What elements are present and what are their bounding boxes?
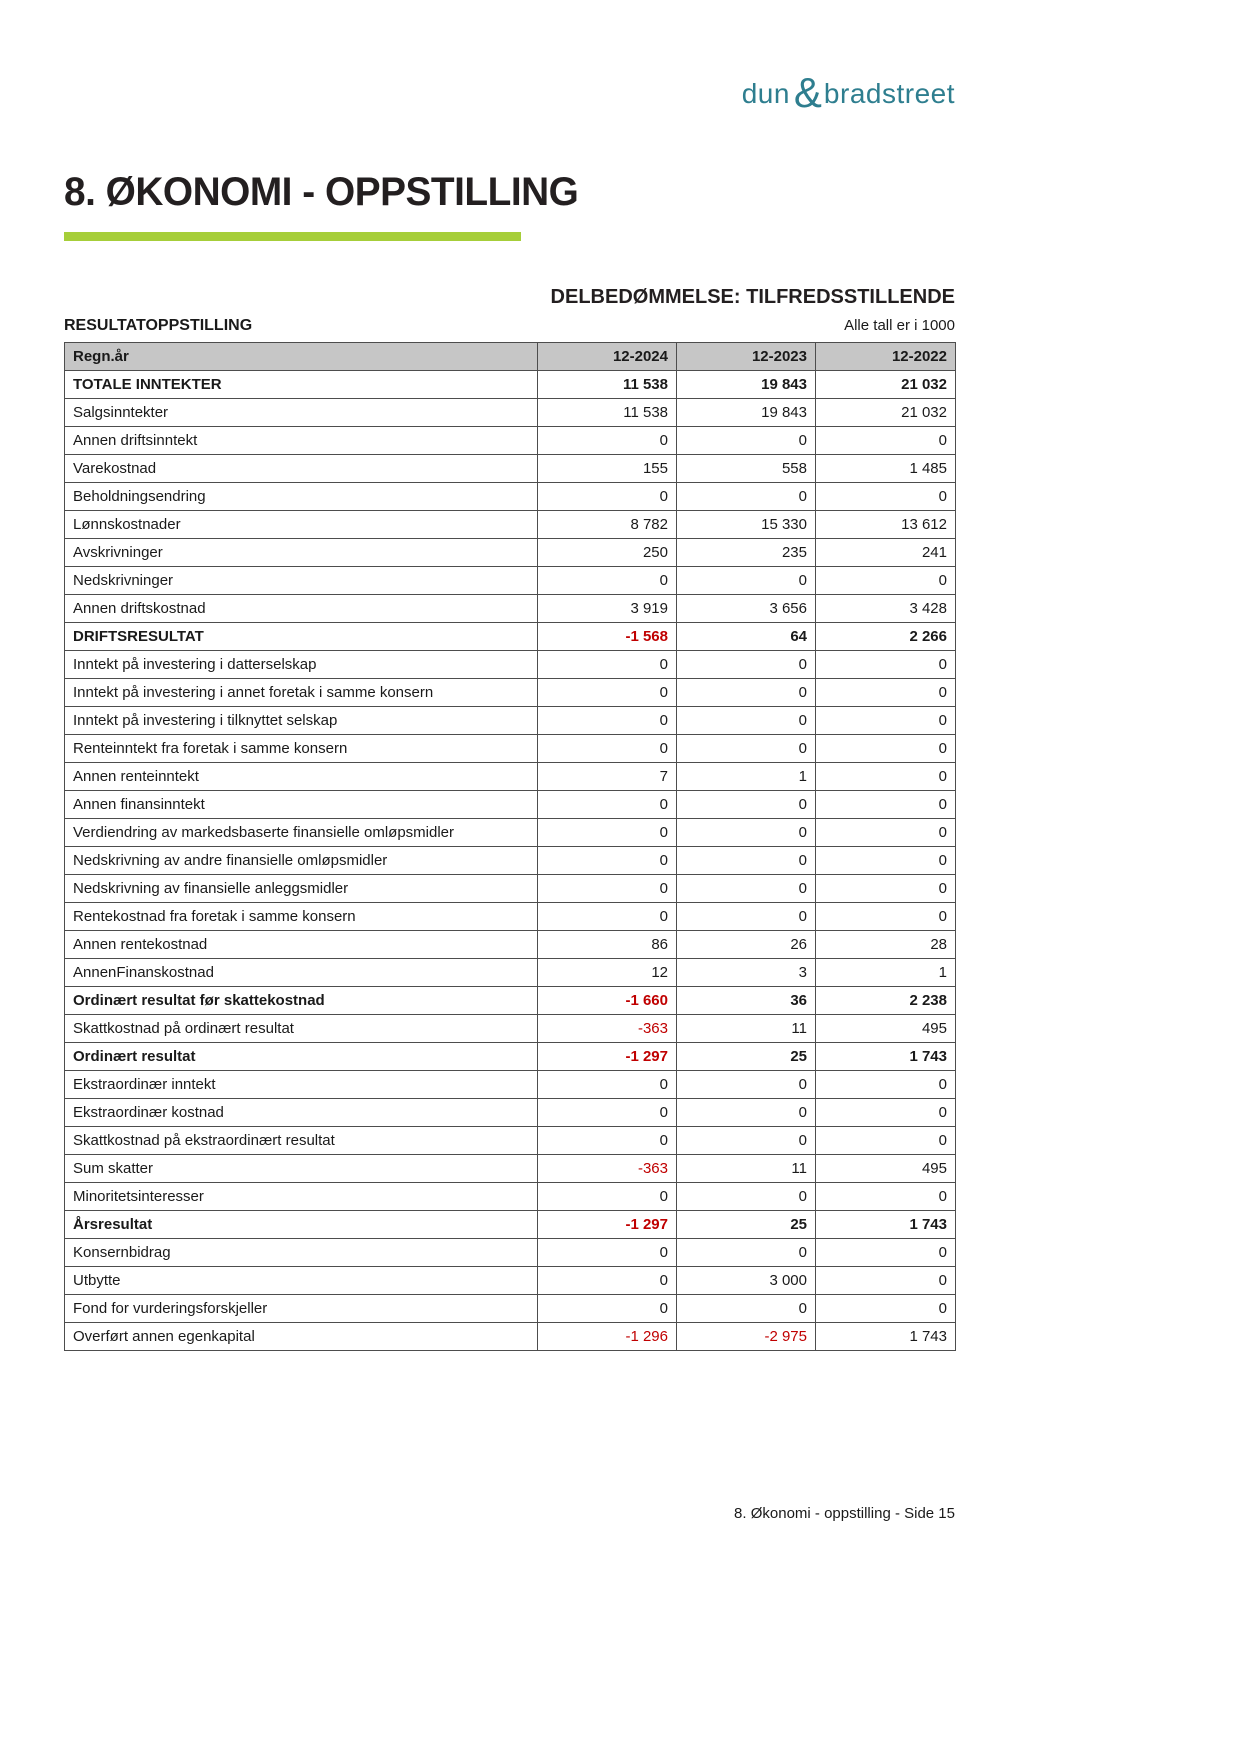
row-value: 0 bbox=[816, 679, 956, 707]
row-value: 0 bbox=[538, 679, 677, 707]
row-label: Annen renteinntekt bbox=[65, 763, 538, 791]
row-value: 0 bbox=[677, 1239, 816, 1267]
table-row bbox=[65, 791, 956, 819]
result-statement-table bbox=[64, 342, 955, 1351]
row-value: -363 bbox=[538, 1015, 677, 1043]
row-label: Varekostnad bbox=[65, 455, 538, 483]
row-value: 0 bbox=[677, 847, 816, 875]
row-value: 495 bbox=[816, 1155, 956, 1183]
row-value: 0 bbox=[538, 707, 677, 735]
row-value: 0 bbox=[816, 1295, 956, 1323]
row-value: 0 bbox=[538, 1239, 677, 1267]
title-underline-bar bbox=[64, 232, 521, 241]
row-label: Skattkostnad på ekstraordinært resultat bbox=[65, 1127, 538, 1155]
row-value: -363 bbox=[538, 1155, 677, 1183]
row-value: 0 bbox=[538, 791, 677, 819]
table-row bbox=[65, 1099, 956, 1127]
table-header-row bbox=[65, 343, 956, 371]
row-label: Verdiendring av markedsbaserte finansielle omløpsmidler bbox=[65, 819, 538, 847]
ampersand-icon: & bbox=[793, 69, 822, 116]
row-value: 0 bbox=[816, 651, 956, 679]
row-label: DRIFTSRESULTAT bbox=[65, 623, 538, 651]
table-row bbox=[65, 567, 956, 595]
row-value: 0 bbox=[538, 819, 677, 847]
row-label: Avskrivninger bbox=[65, 539, 538, 567]
table-row bbox=[65, 1239, 956, 1267]
row-value: 0 bbox=[538, 483, 677, 511]
row-label: Annen finansinntekt bbox=[65, 791, 538, 819]
table-row bbox=[65, 1155, 956, 1183]
table-row bbox=[65, 371, 956, 399]
table-row bbox=[65, 763, 956, 791]
table-row bbox=[65, 1071, 956, 1099]
units-note: Alle tall er i 1000 bbox=[844, 317, 955, 334]
assessment-heading: DELBEDØMMELSE: TILFREDSSTILLENDE bbox=[550, 286, 955, 308]
row-label: Ekstraordinær inntekt bbox=[65, 1071, 538, 1099]
table-row bbox=[65, 1127, 956, 1155]
row-value: 0 bbox=[816, 791, 956, 819]
row-value: 0 bbox=[538, 847, 677, 875]
table-row bbox=[65, 539, 956, 567]
table-row bbox=[65, 959, 956, 987]
row-value: 0 bbox=[538, 1127, 677, 1155]
table-row bbox=[65, 1043, 956, 1071]
row-value: 0 bbox=[677, 707, 816, 735]
row-label: Renteinntekt fra foretak i samme konsern bbox=[65, 735, 538, 763]
column-header-2023: 12-2023 bbox=[677, 343, 816, 371]
row-value: 7 bbox=[538, 763, 677, 791]
row-value: 64 bbox=[677, 623, 816, 651]
row-value: 241 bbox=[816, 539, 956, 567]
section-header-row bbox=[64, 317, 955, 335]
row-value: 235 bbox=[677, 539, 816, 567]
row-value: 558 bbox=[677, 455, 816, 483]
row-value: 1 743 bbox=[816, 1211, 956, 1239]
row-value: 0 bbox=[677, 903, 816, 931]
table-row bbox=[65, 903, 956, 931]
row-value: 0 bbox=[677, 1099, 816, 1127]
row-value: 1 485 bbox=[816, 455, 956, 483]
row-value: 19 843 bbox=[677, 399, 816, 427]
logo-text-dun: dun bbox=[741, 78, 790, 109]
row-value: 28 bbox=[816, 931, 956, 959]
row-value: 0 bbox=[816, 1071, 956, 1099]
row-value: 0 bbox=[538, 567, 677, 595]
table-row bbox=[65, 819, 956, 847]
table-row bbox=[65, 707, 956, 735]
row-label: Lønnskostnader bbox=[65, 511, 538, 539]
row-label: Inntekt på investering i annet foretak i samme konsern bbox=[65, 679, 538, 707]
row-value: 0 bbox=[677, 679, 816, 707]
column-header-2022: 12-2022 bbox=[816, 343, 956, 371]
table-row bbox=[65, 847, 956, 875]
table-row bbox=[65, 1295, 956, 1323]
row-value: 0 bbox=[816, 735, 956, 763]
row-value: 0 bbox=[538, 1099, 677, 1127]
table-row bbox=[65, 399, 956, 427]
table-row bbox=[65, 455, 956, 483]
column-header-2024: 12-2024 bbox=[538, 343, 677, 371]
row-value: 0 bbox=[816, 763, 956, 791]
table-row bbox=[65, 1211, 956, 1239]
row-value: 11 538 bbox=[538, 399, 677, 427]
row-label: Annen driftskostnad bbox=[65, 595, 538, 623]
row-value: 0 bbox=[816, 1183, 956, 1211]
row-value: 0 bbox=[816, 1239, 956, 1267]
row-value: 21 032 bbox=[816, 399, 956, 427]
row-value: 0 bbox=[538, 875, 677, 903]
row-value: 0 bbox=[816, 707, 956, 735]
row-label: Ekstraordinær kostnad bbox=[65, 1099, 538, 1127]
row-label: Minoritetsinteresser bbox=[65, 1183, 538, 1211]
row-value: 0 bbox=[816, 903, 956, 931]
table-row bbox=[65, 987, 956, 1015]
table-row bbox=[65, 427, 956, 455]
row-label: Nedskrivninger bbox=[65, 567, 538, 595]
row-label: Annen driftsinntekt bbox=[65, 427, 538, 455]
row-label: Inntekt på investering i tilknyttet selskap bbox=[65, 707, 538, 735]
row-value: 1 743 bbox=[816, 1323, 956, 1351]
row-value: 0 bbox=[677, 1183, 816, 1211]
table-row bbox=[65, 1267, 956, 1295]
table-row bbox=[65, 931, 956, 959]
row-value: 0 bbox=[677, 567, 816, 595]
row-value: 25 bbox=[677, 1211, 816, 1239]
table-row bbox=[65, 483, 956, 511]
row-label: Nedskrivning av finansielle anleggsmidler bbox=[65, 875, 538, 903]
row-value: -1 297 bbox=[538, 1211, 677, 1239]
row-value: 19 843 bbox=[677, 371, 816, 399]
row-value: 3 000 bbox=[677, 1267, 816, 1295]
table-row bbox=[65, 1015, 956, 1043]
row-value: 0 bbox=[538, 1183, 677, 1211]
row-label: Inntekt på investering i datterselskap bbox=[65, 651, 538, 679]
logo-text-bradstreet: bradstreet bbox=[823, 78, 955, 109]
row-label: AnnenFinanskostnad bbox=[65, 959, 538, 987]
page-footer: 8. Økonomi - oppstilling - Side 15 bbox=[734, 1505, 955, 1522]
row-value: 0 bbox=[677, 791, 816, 819]
table-row bbox=[65, 595, 956, 623]
row-value: 0 bbox=[816, 427, 956, 455]
row-value: -1 568 bbox=[538, 623, 677, 651]
row-value: 12 bbox=[538, 959, 677, 987]
table-row bbox=[65, 511, 956, 539]
row-value: 3 919 bbox=[538, 595, 677, 623]
row-value: -1 660 bbox=[538, 987, 677, 1015]
row-label: Rentekostnad fra foretak i samme konsern bbox=[65, 903, 538, 931]
row-value: 3 428 bbox=[816, 595, 956, 623]
row-value: 11 538 bbox=[538, 371, 677, 399]
row-value: 2 238 bbox=[816, 987, 956, 1015]
row-value: 2 266 bbox=[816, 623, 956, 651]
row-value: 26 bbox=[677, 931, 816, 959]
row-label: Nedskrivning av andre finansielle omløpsmidler bbox=[65, 847, 538, 875]
row-value: 0 bbox=[538, 903, 677, 931]
row-value: 8 782 bbox=[538, 511, 677, 539]
row-value: 0 bbox=[816, 819, 956, 847]
row-value: 3 656 bbox=[677, 595, 816, 623]
row-value: 1 bbox=[677, 763, 816, 791]
row-label: Årsresultat bbox=[65, 1211, 538, 1239]
row-value: 0 bbox=[538, 1267, 677, 1295]
table-row bbox=[65, 875, 956, 903]
row-value: 25 bbox=[677, 1043, 816, 1071]
row-value: 0 bbox=[816, 1099, 956, 1127]
row-value: 155 bbox=[538, 455, 677, 483]
row-value: 1 bbox=[816, 959, 956, 987]
table-row bbox=[65, 623, 956, 651]
row-label: Skattkostnad på ordinært resultat bbox=[65, 1015, 538, 1043]
row-label: Ordinært resultat før skattekostnad bbox=[65, 987, 538, 1015]
row-label: Sum skatter bbox=[65, 1155, 538, 1183]
row-value: 0 bbox=[677, 483, 816, 511]
column-header-regnar: Regn.år bbox=[65, 343, 538, 371]
row-value: 3 bbox=[677, 959, 816, 987]
row-value: 0 bbox=[538, 427, 677, 455]
row-value: 0 bbox=[677, 1127, 816, 1155]
row-value: 0 bbox=[816, 847, 956, 875]
section-label: RESULTATOPPSTILLING bbox=[64, 317, 253, 334]
table-row bbox=[65, 1183, 956, 1211]
row-value: 11 bbox=[677, 1155, 816, 1183]
row-value: -2 975 bbox=[677, 1323, 816, 1351]
row-value: 0 bbox=[677, 651, 816, 679]
row-value: 495 bbox=[816, 1015, 956, 1043]
row-label: Fond for vurderingsforskjeller bbox=[65, 1295, 538, 1323]
table-row bbox=[65, 679, 956, 707]
table-body bbox=[65, 371, 956, 1351]
row-value: 0 bbox=[538, 735, 677, 763]
table-row bbox=[65, 651, 956, 679]
table-row bbox=[65, 735, 956, 763]
row-value: 0 bbox=[816, 483, 956, 511]
row-label: Annen rentekostnad bbox=[65, 931, 538, 959]
row-value: 0 bbox=[538, 651, 677, 679]
page-title: 8. ØKONOMI - OPPSTILLING bbox=[64, 170, 579, 214]
row-value: 0 bbox=[677, 819, 816, 847]
row-value: 0 bbox=[677, 427, 816, 455]
row-value: 0 bbox=[677, 1071, 816, 1099]
row-value: -1 297 bbox=[538, 1043, 677, 1071]
row-value: 250 bbox=[538, 539, 677, 567]
row-value: 36 bbox=[677, 987, 816, 1015]
row-value: 0 bbox=[816, 1267, 956, 1295]
row-value: 86 bbox=[538, 931, 677, 959]
table-row bbox=[65, 1323, 956, 1351]
row-value: 11 bbox=[677, 1015, 816, 1043]
row-value: 1 743 bbox=[816, 1043, 956, 1071]
row-value: 0 bbox=[677, 735, 816, 763]
row-label: Utbytte bbox=[65, 1267, 538, 1295]
row-label: Ordinært resultat bbox=[65, 1043, 538, 1071]
row-value: 0 bbox=[677, 875, 816, 903]
dun-bradstreet-logo bbox=[741, 68, 955, 116]
row-value: -1 296 bbox=[538, 1323, 677, 1351]
row-label: Overført annen egenkapital bbox=[65, 1323, 538, 1351]
row-value: 15 330 bbox=[677, 511, 816, 539]
row-value: 0 bbox=[816, 875, 956, 903]
row-label: Beholdningsendring bbox=[65, 483, 538, 511]
row-label: Salgsinntekter bbox=[65, 399, 538, 427]
row-label: TOTALE INNTEKTER bbox=[65, 371, 538, 399]
row-value: 0 bbox=[538, 1071, 677, 1099]
row-value: 13 612 bbox=[816, 511, 956, 539]
row-label: Konsernbidrag bbox=[65, 1239, 538, 1267]
row-value: 0 bbox=[677, 1295, 816, 1323]
row-value: 0 bbox=[816, 1127, 956, 1155]
row-value: 0 bbox=[538, 1295, 677, 1323]
row-value: 21 032 bbox=[816, 371, 956, 399]
row-value: 0 bbox=[816, 567, 956, 595]
